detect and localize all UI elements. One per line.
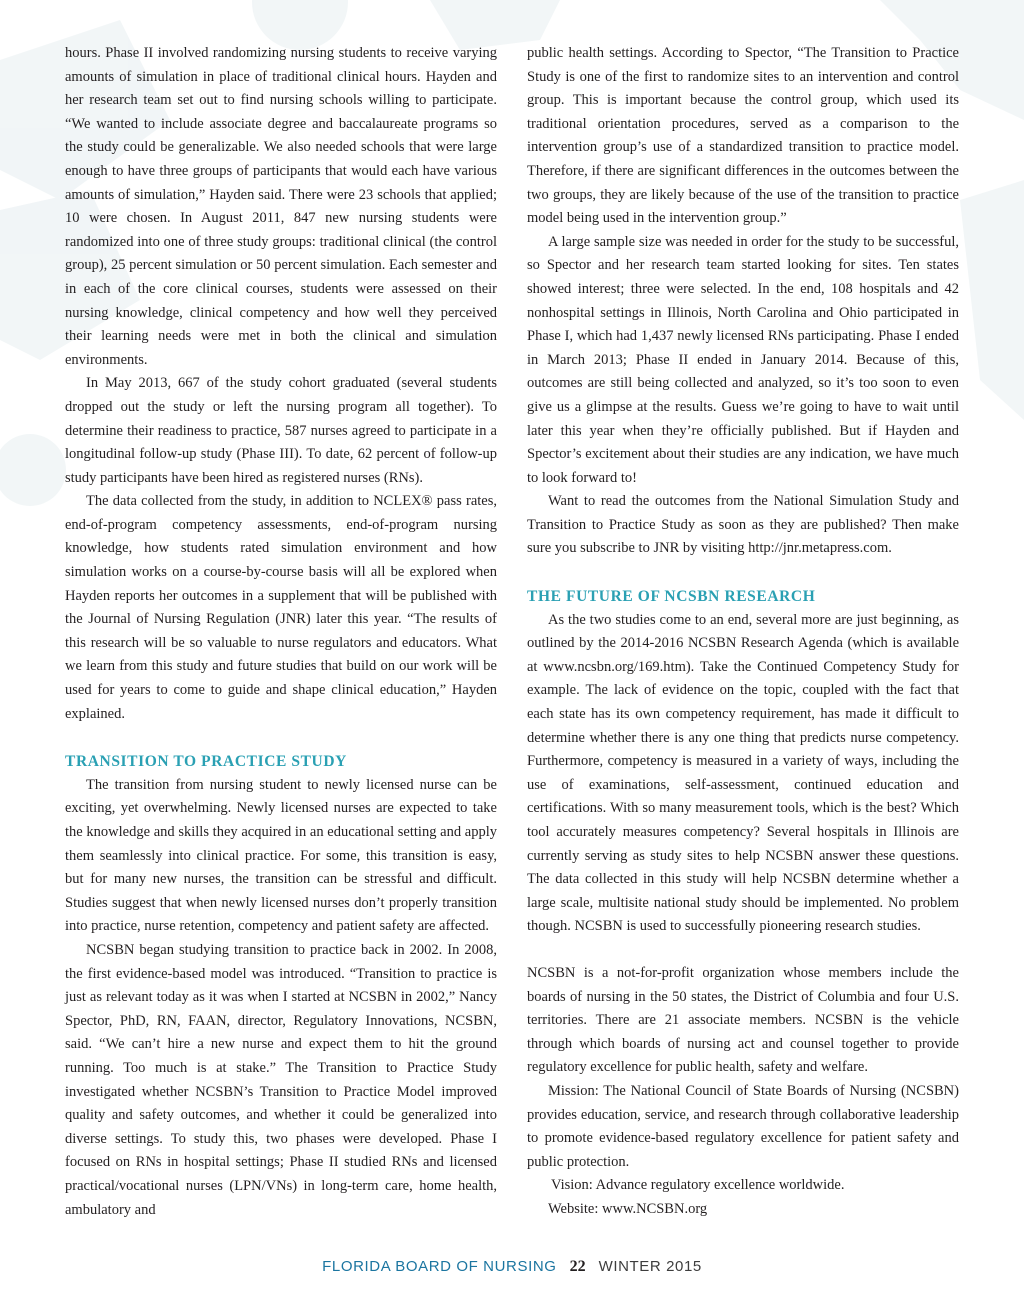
vision-line: Vision: Advance regulatory excellence worldwide. (551, 1177, 845, 1194)
page-number: 22 (569, 1258, 586, 1275)
page-footer (0, 1258, 1024, 1276)
body-paragraph: hours. Phase II involved randomizing nursing students to receive varying amounts of simulation in place of traditional clinical hours. Hayden and her research team set out to find nursing schools willing to participate. “We wanted to include associate degree and baccalaureate programs so the study could be generalizable. We also needed schools that were large enough to have three groups of participants that would each have various amounts of simulation,” Hayden said. There were 23 schools that applied; 10 were chosen. In August 2011, 847 new nursing students were randomized into one of three study groups: traditional clinical (the control group), 25 percent simulation or 50 percent simulation. Each semester and in each of the core clinical courses, students were assessed on their nursing knowledge, clinical competency and how well they perceived their learning needs were met in both the clinical and simulation environments. (65, 45, 497, 368)
footer-publication-name: FLORIDA BOARD OF NURSING (322, 1258, 557, 1275)
body-paragraph: As the two studies come to an end, several more are just beginning, as outlined by the 2014-2016 NCSBN Research Agenda (which is available at www.ncsbn.org/169.htm). Take the Continued Competency Study for example. The lack of evidence on the topic, coupled with the fact that each state has its own competency requirement, has made it difficult to determine whether there is any one thing that predicts nurse competency. Furthermore, competency is measured in a variety of ways, including the use of examinations, self-assessment, continued education and certifications. With so many measurement tools, which is the best? Which tool accurately measures competency? Several hospitals in Illinois are currently serving as study sites to help NCSBN answer these questions. The data collected in this study will help NCSBN determine whether a large scale, multisite national study should be implemented. No problem though. NCSBN is used to successfully pioneering research studies. (527, 611, 959, 935)
section-heading-future-of-ncsbn-research: THE FUTURE OF NCSBN RESEARCH (527, 588, 816, 606)
left-column (65, 42, 497, 1222)
body-paragraph: Want to read the outcomes from the National Simulation Study and Transition to Practice Study as soon as they are published? Then make sure you subscribe to JNR by visiting http://jnr.metapress.com. (527, 493, 959, 557)
about-ncsbn-paragraph: NCSBN is a not-for-profit organization whose members include the boards of nursing in the 50 states, the District of Columbia and four U.S. territories. There are 21 associate members. NCSBN is the vehicle through which boards of nursing act and counsel together to provide regulatory excellence for public health, safety and welfare. (527, 964, 959, 1076)
footer-issue-date: WINTER 2015 (598, 1258, 702, 1275)
body-paragraph: The data collected from the study, in addition to NCLEX® pass rates, end-of-program competency assessments, end-of-program nursing knowledge, how students rated simulation environment and how simulation works on a course-by-course basis will all be explored when Hayden reports her outcomes in a supplement that will be published with the Journal of Nursing Regulation (JNR) later this year. “The results of this research will be so valuable to nurse regulators and educators. What we learn from this study and future studies that build on our work will be used for years to come to guide and shape clinical education,” Hayden explained. (65, 493, 497, 722)
body-paragraph: public health settings. According to Spector, “The Transition to Practice Study is one of the first to randomize sites to an intervention and control group. This is important because the control group, which used its traditional orientation procedures, served as a comparison to the intervention group’s use of a standardized transition to practice model. Therefore, if there are significant differences in the outcomes between the two groups, they are likely because of the use of the transition to practice model being used in the intervention group.” (527, 45, 959, 227)
section-heading-transition-to-practice: TRANSITION TO PRACTICE STUDY (65, 753, 347, 771)
body-paragraph: The transition from nursing student to newly licensed nurse can be exciting, yet overwhelming. Newly licensed nurses are expected to take the knowledge and skills they acquired in an educational setting and apply them seamlessly into clinical practice. For some, this transition is easy, but for many new nurses, the transition can be stressful and difficult. Studies suggest that when newly licensed nurses don’t properly transition into practice, nurse retention, competency and patient safety are affected. (65, 776, 497, 935)
website-line: Website: www.NCSBN.org (548, 1200, 708, 1217)
body-paragraph: In May 2013, 667 of the study cohort graduated (several students dropped out the study or left the nursing program all together). To determine their readiness to practice, 587 nurses agreed to participate in a longitudinal follow-up study (Phase III). To date, 62 percent of follow-up study participants have been hired as registered nurses (RNs). (65, 375, 497, 486)
right-column (527, 42, 959, 1222)
body-paragraph: NCSBN began studying transition to practice back in 2002. In 2008, the first evidence-based model was introduced. “Transition to practice is just as relevant today as it was when I started at NCSBN in 2002,” Nancy Spector, PhD, RN, FAAN, director, Regulatory Innovations, NCSBN, said. “We can’t hire a new nurse and expect them to hit the ground running. Too much is at stake.” The Transition to Practice Study investigated whether NCSBN’s Transition to Practice Model improved quality and safety outcomes, and whether it could be generalized into diverse settings. To study this, two phases were developed. Phase I focused on RNs in hospital settings; Phase II studied RNs and licensed practical/vocational nurses (LPN/VNs) in long-term care, home health, ambulatory and (65, 941, 497, 1218)
mission-paragraph: Mission: The National Council of State Boards of Nursing (NCSBN) provides education, service, and research through collaborative leadership to promote evidence-based regulatory excellence for patient safety and public protection. (527, 1082, 959, 1170)
body-paragraph: A large sample size was needed in order for the study to be successful, so Spector and her research team started looking for sites. Ten states showed interest; three were selected. In the end, 108 hospitals and 42 nonhospital settings in Illinois, North Carolina and Ohio participated in Phase I, which had 1,437 newly licensed RNs participating. Phase I ended in March 2013; Phase II ended in January 2014. Because of this, outcomes are still being collected and analyzed, so it’s too soon to even give us a glimpse at the results. Guess we’re going to have to wait until later this year when they’re officially published. But if Hayden and Spector’s excitement about their studies are any indication, we have much to look forward to! (527, 233, 959, 486)
